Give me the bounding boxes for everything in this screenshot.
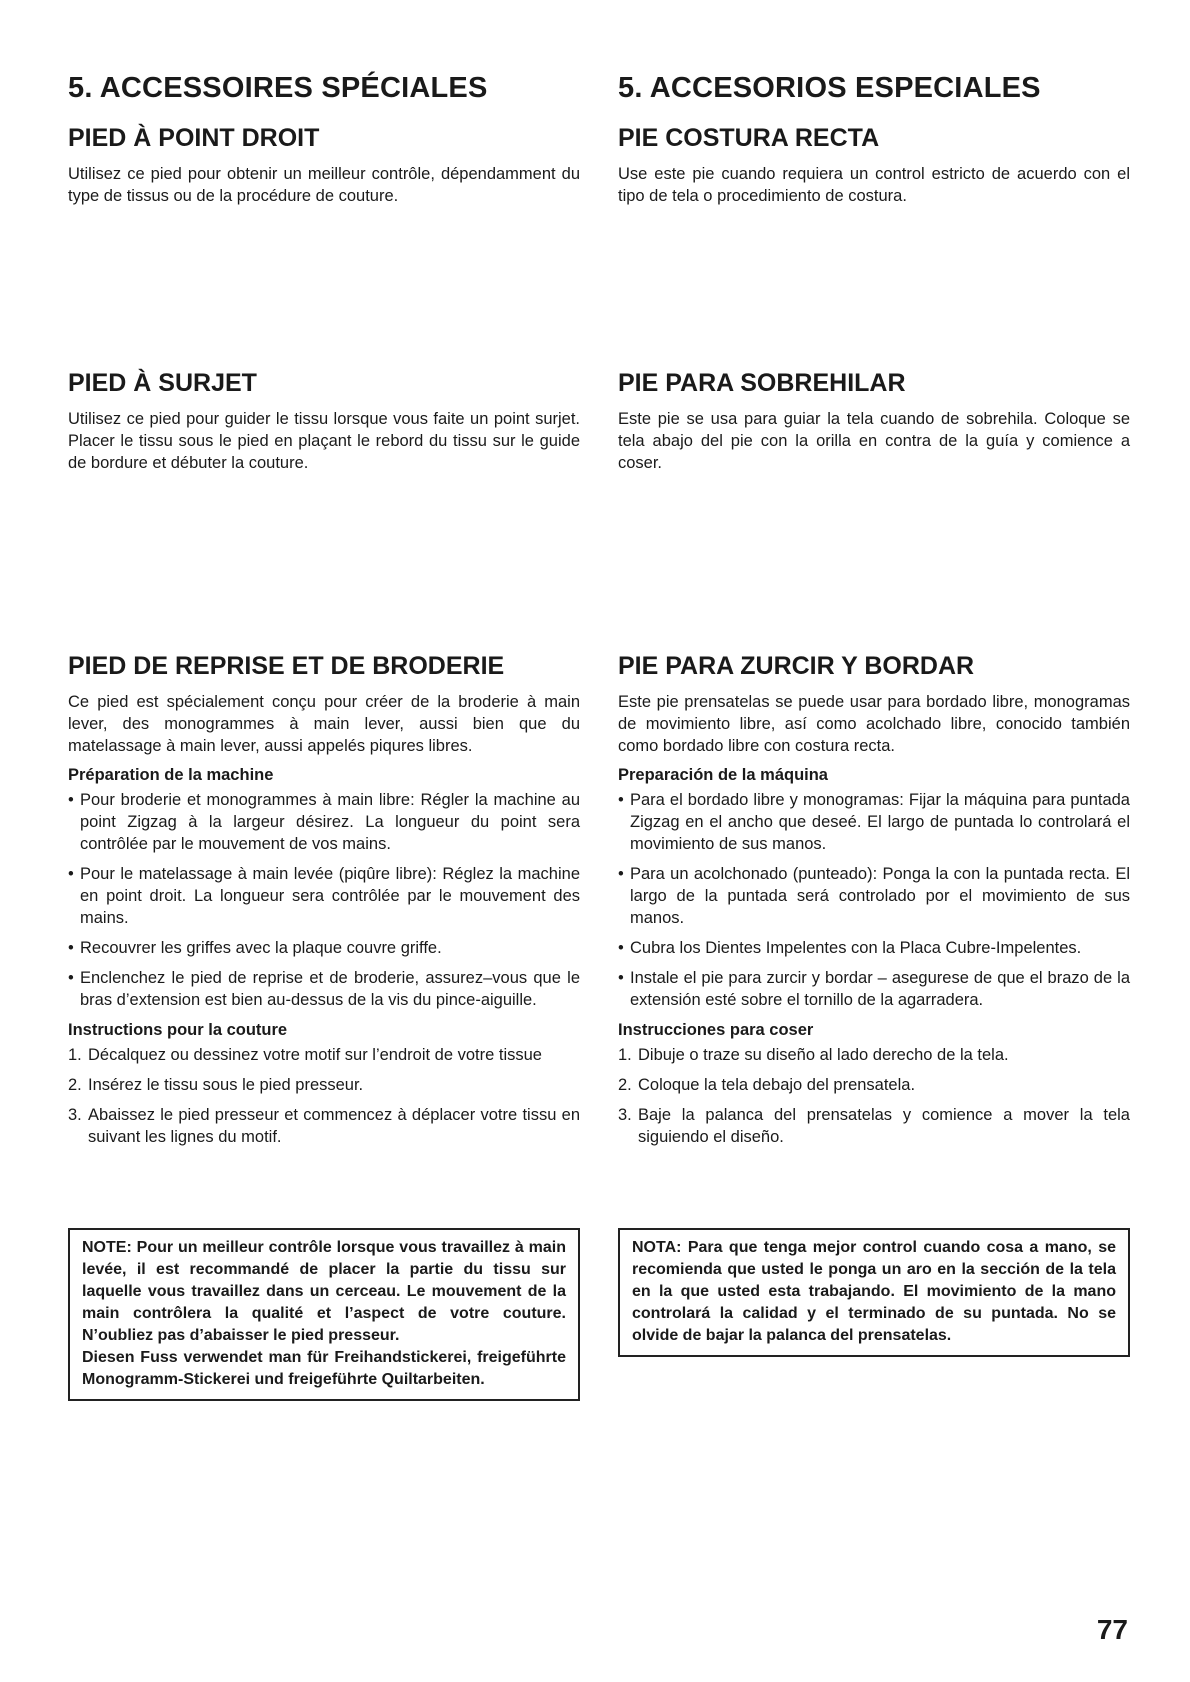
french-straight-foot-section — [68, 124, 580, 207]
french-darning-foot-section — [68, 652, 580, 1156]
spanish-overcast-foot-heading: PIE PARA SOBREHILAR — [618, 369, 906, 397]
list-item: • Para el bordado libre y monogramas: Fijar la máquina para puntada Zigzag en el ancho que deseé. El largo de puntada lo controlará el movimiento de sus manos. — [618, 789, 1130, 855]
french-overcast-foot-heading: PIED À SURJET — [68, 369, 257, 397]
spanish-overcast-foot-section — [618, 369, 1130, 474]
step-text: Abaissez le pied presseur et commencez à déplacer votre tissu en suivant les lignes du motif. — [88, 1106, 580, 1146]
list-item — [68, 1074, 580, 1096]
spanish-prep-list — [618, 789, 1130, 1011]
spanish-page-title: 5. ACCESORIOS ESPECIALES — [618, 72, 1041, 104]
step-text: Baje la palanca del prensatelas y comience a mover la tela siguiendo el diseño. — [638, 1106, 1130, 1146]
step-text: Dibuje o traze su diseño al lado derecho de la tela. — [638, 1046, 1009, 1064]
french-darning-foot-heading: PIED DE REPRISE ET DE BRODERIE — [68, 652, 505, 680]
list-item: • Pour broderie et monogrammes à main libre: Régler la machine au point Zigzag à la largeur désirez. La longueur du point sera contrôlée par le mouvement de vos mains. — [68, 789, 580, 855]
list-item: • Enclenchez le pied de reprise et de broderie, assurez–vous que le bras d’extension est bien au-dessus de la vis du pince-aiguille. — [68, 967, 580, 1011]
list-item: • Pour le matelassage à main levée (piqûre libre): Réglez la machine en point droit. La longueur sera contrôlée par le mouvement des mains. — [68, 863, 580, 929]
step-number: 2. — [618, 1076, 632, 1094]
spanish-darning-foot-text: Este pie prensatelas se puede usar para bordado libre, monogramas de movimiento libre, así como acolchado libre, conocido también como bordado libre con costura recta. — [618, 693, 1130, 755]
french-straight-foot-text: Utilisez ce pied pour obtenir un meilleur contrôle, dépendamment du type de tissus ou de la procédure de couture. — [68, 165, 580, 205]
step-text: Insérez le tissu sous le pied presseur. — [88, 1076, 364, 1094]
list-item: • Instale el pie para zurcir y bordar – asegurese de que el brazo de la extensión esté sobre el tornillo de la agarradera. — [618, 967, 1130, 1011]
list-item — [68, 1044, 580, 1066]
step-number: 3. — [68, 1106, 82, 1124]
step-number: 3. — [618, 1106, 632, 1124]
spanish-darning-foot-section — [618, 652, 1130, 1156]
step-number: 1. — [68, 1046, 82, 1064]
step-number: 2. — [68, 1076, 82, 1094]
french-instr-heading: Instructions pour la couture — [68, 1021, 288, 1039]
list-item — [618, 1104, 1130, 1148]
spanish-prep-heading: Preparación de la máquina — [618, 766, 828, 784]
spanish-straight-foot-section — [618, 124, 1130, 207]
french-overcast-foot-section — [68, 369, 580, 474]
step-text: Décalquez ou dessinez votre motif sur l’endroit de votre tissue — [88, 1046, 542, 1064]
french-instr-list — [68, 1044, 580, 1148]
spanish-instr-heading: Instrucciones para coser — [618, 1021, 814, 1039]
spanish-instr-list — [618, 1044, 1130, 1148]
spanish-overcast-foot-text: Este pie se usa para guiar la tela cuando de sobrehila. Coloque se tela abajo del pie con la orilla en contra de la guía y comience a coser. — [618, 410, 1130, 472]
list-item: • Recouvrer les griffes avec la plaque couvre griffe. — [68, 937, 580, 959]
french-page-title: 5. ACCESSOIRES SPÉCIALES — [68, 72, 488, 104]
step-text: Coloque la tela debajo del prensatela. — [638, 1076, 916, 1094]
german-note-text: Diesen Fuss verwendet man für Freihandstickerei, freigeführte Monogramm-Stickerei und freigeführte Quiltarbeiten. — [82, 1349, 566, 1388]
list-item: • Para un acolchonado (punteado): Ponga la con la puntada recta. El largo de la puntada será controlado por el movimiento de sus manos. — [618, 863, 1130, 929]
spanish-darning-foot-heading: PIE PARA ZURCIR Y BORDAR — [618, 652, 975, 680]
list-item: • Cubra los Dientes Impelentes con la Placa Cubre-Impelentes. — [618, 937, 1130, 959]
list-item — [618, 1074, 1130, 1096]
spanish-straight-foot-text: Use este pie cuando requiera un control estricto de acuerdo con el tipo de tela o procedimiento de costura. — [618, 165, 1130, 205]
spanish-note-box — [618, 1228, 1130, 1357]
french-prep-list — [68, 789, 580, 1011]
step-number: 1. — [618, 1046, 632, 1064]
french-overcast-foot-text: Utilisez ce pied pour guider le tissu lorsque vous faite un point surjet. Placer le tissu sous le pied en plaçant le rebord du tissu sur le guide de bordure et débuter la couture. — [68, 410, 580, 472]
french-note-box — [68, 1228, 580, 1401]
french-straight-foot-heading: PIED À POINT DROIT — [68, 124, 320, 152]
spanish-straight-foot-heading: PIE COSTURA RECTA — [618, 124, 880, 152]
french-prep-heading: Préparation de la machine — [68, 766, 274, 784]
page-number: 77 — [1096, 1614, 1128, 1645]
french-note-text: NOTE: Pour un meilleur contrôle lorsque vous travaillez à main levée, il est recommandé de placer la partie du tissu sur laquelle vous travaillez dans un cerceau. Le mouvement de la main contrôlera la qualité et l’aspect de votre couture. N’oubliez pas d’abaisser le pied presseur. — [82, 1239, 566, 1344]
french-darning-foot-text: Ce pied est spécialement conçu pour créer de la broderie à main lever, des monogrammes à main lever, aussi bien que du matelassage à main lever, aussi appelés piqures libres. — [68, 693, 580, 755]
list-item — [68, 1104, 580, 1148]
spanish-note-text: NOTA: Para que tenga mejor control cuando cosa a mano, se recomienda que usted le ponga un aro en la sección de la tela en la que usted esta trabajando. El movimiento de la mano controlará la calidad y el terminado de su puntada. No se olvide de bajar la palanca del prensatelas. — [632, 1239, 1116, 1344]
list-item — [618, 1044, 1130, 1066]
